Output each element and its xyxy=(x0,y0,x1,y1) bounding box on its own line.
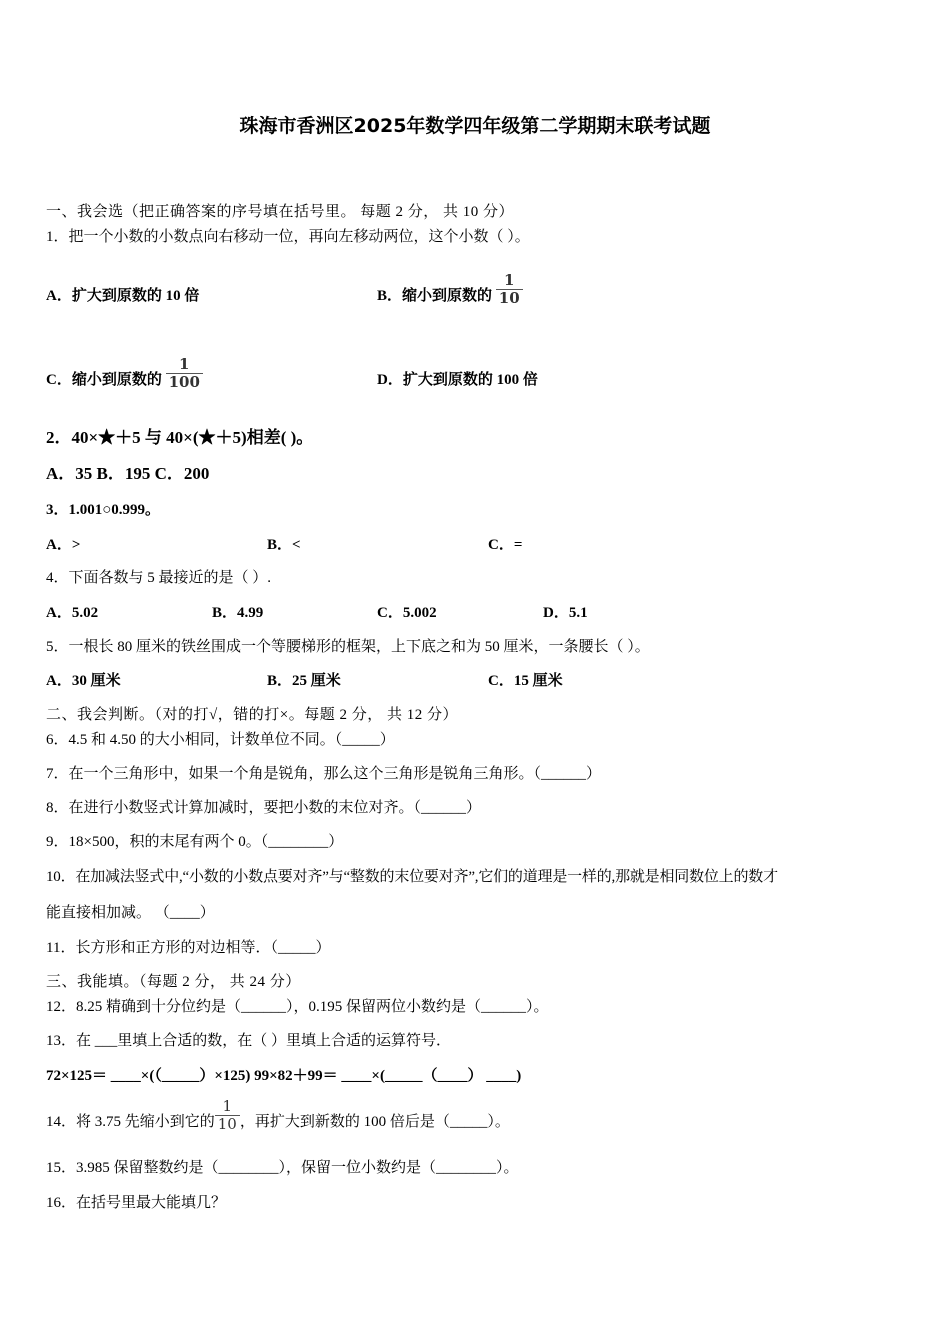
question-2-stem: 2．40×★＋5 与 40×(★＋5)相差( )。 xyxy=(46,428,314,447)
q4-option-a: A．5.02 xyxy=(46,605,99,621)
question-14-fraction xyxy=(215,1098,240,1133)
q3-option-a: A．> xyxy=(46,537,81,553)
q4-option-b: B．4.99 xyxy=(212,605,264,621)
question-16: 16．在括号里最大能填几？ xyxy=(46,1195,227,1211)
page-title: 珠海市香洲区2025年数学四年级第二学期期末联考试题 xyxy=(239,115,711,137)
section-1-heading: 一、我会选（把正确答案的序号填在括号里。 每题 2 分， 共 10 分） xyxy=(46,204,515,220)
question-12: 12．8.25 精确到十分位约是（______），0.195 保留两位小数约是（______）。 xyxy=(46,999,549,1015)
q1-option-b-fraction xyxy=(496,272,523,307)
question-2-options: A．35 B．195 C．200 xyxy=(46,464,210,483)
question-14-suffix: ，再扩大到新数的 100 倍后是（_____）。 xyxy=(239,1114,510,1130)
question-10-line-1: 10．在加减法竖式中,“小数的小数点要对齐”与“整数的末位要对齐”,它们的道理是一样的,那就是相同数位上的数才 xyxy=(46,869,778,885)
question-9: 9．18×500，积的末尾有两个 0。（________） xyxy=(46,834,344,850)
section-3-heading: 三、我能填。（每题 2 分， 共 24 分） xyxy=(46,974,301,990)
q3-option-c: C．= xyxy=(488,537,523,553)
question-15: 15．3.985 保留整数约是（________），保留一位小数约是（________）。 xyxy=(46,1160,519,1176)
section-2-heading: 二、我会判断。（对的打√，错的打×。每题 2 分， 共 12 分） xyxy=(46,707,458,723)
fraction-numerator: 1 xyxy=(222,1097,233,1116)
question-8: 8．在进行小数竖式计算加减时，要把小数的末位对齐。（______） xyxy=(46,800,482,816)
q4-option-d: D．5.1 xyxy=(543,605,588,621)
question-1-stem: 1．把一个小数的小数点向右移动一位，再向左移动两位，这个小数（ ）。 xyxy=(46,229,530,245)
question-13-stem: 13．在 ___里填上合适的数，在（ ）里填上合适的运算符号． xyxy=(46,1033,452,1049)
question-13-expressions: 72×125＝ ____×(（_____）×125) 99×82＋99＝ ____×(_____（____） ____) xyxy=(46,1068,522,1084)
q1-option-b xyxy=(377,271,523,308)
question-3-stem: 3．1.001○0.999。 xyxy=(46,502,161,518)
q5-option-b: B．25 厘米 xyxy=(267,673,341,689)
question-4-stem: 4．下面各数与 5 最接近的是（ ）. xyxy=(46,570,272,586)
question-14 xyxy=(46,1097,510,1134)
q1-option-c-fraction xyxy=(166,356,203,391)
q1-option-b-label: B．缩小到原数的 xyxy=(377,288,493,304)
fraction-denominator: 100 xyxy=(166,373,203,391)
fraction-denominator: 10 xyxy=(496,289,523,307)
q1-option-c-label: C．缩小到原数的 xyxy=(46,372,162,388)
fraction-numerator: 1 xyxy=(503,271,515,290)
question-7: 7．在一个三角形中，如果一个角是锐角，那么这个三角形是锐角三角形。（______） xyxy=(46,766,602,782)
question-5-stem: 5．一根长 80 厘米的铁丝围成一个等腰梯形的框架，上下底之和为 50 厘米，一条腰长（ ）。 xyxy=(46,639,650,655)
q5-option-a: A．30 厘米 xyxy=(46,673,121,689)
fraction-denominator: 10 xyxy=(215,1115,240,1133)
q4-option-c: C．5.002 xyxy=(377,605,437,621)
question-14-prefix: 14．将 3.75 先缩小到它的 xyxy=(46,1114,215,1130)
question-11: 11．长方形和正方形的对边相等．（_____） xyxy=(46,940,331,956)
fraction-numerator: 1 xyxy=(179,355,190,374)
q5-option-c: C．15 厘米 xyxy=(488,673,563,689)
q1-option-d: D．扩大到原数的 100 倍 xyxy=(377,372,538,388)
question-10-line-2: 能直接相加减。 （____） xyxy=(46,905,215,921)
q1-option-c xyxy=(46,355,203,392)
q1-option-a: A．扩大到原数的 10 倍 xyxy=(46,288,200,304)
question-6: 6．4.5 和 4.50 的大小相同，计数单位不同。（_____） xyxy=(46,732,395,748)
q3-option-b: B．< xyxy=(267,537,301,553)
